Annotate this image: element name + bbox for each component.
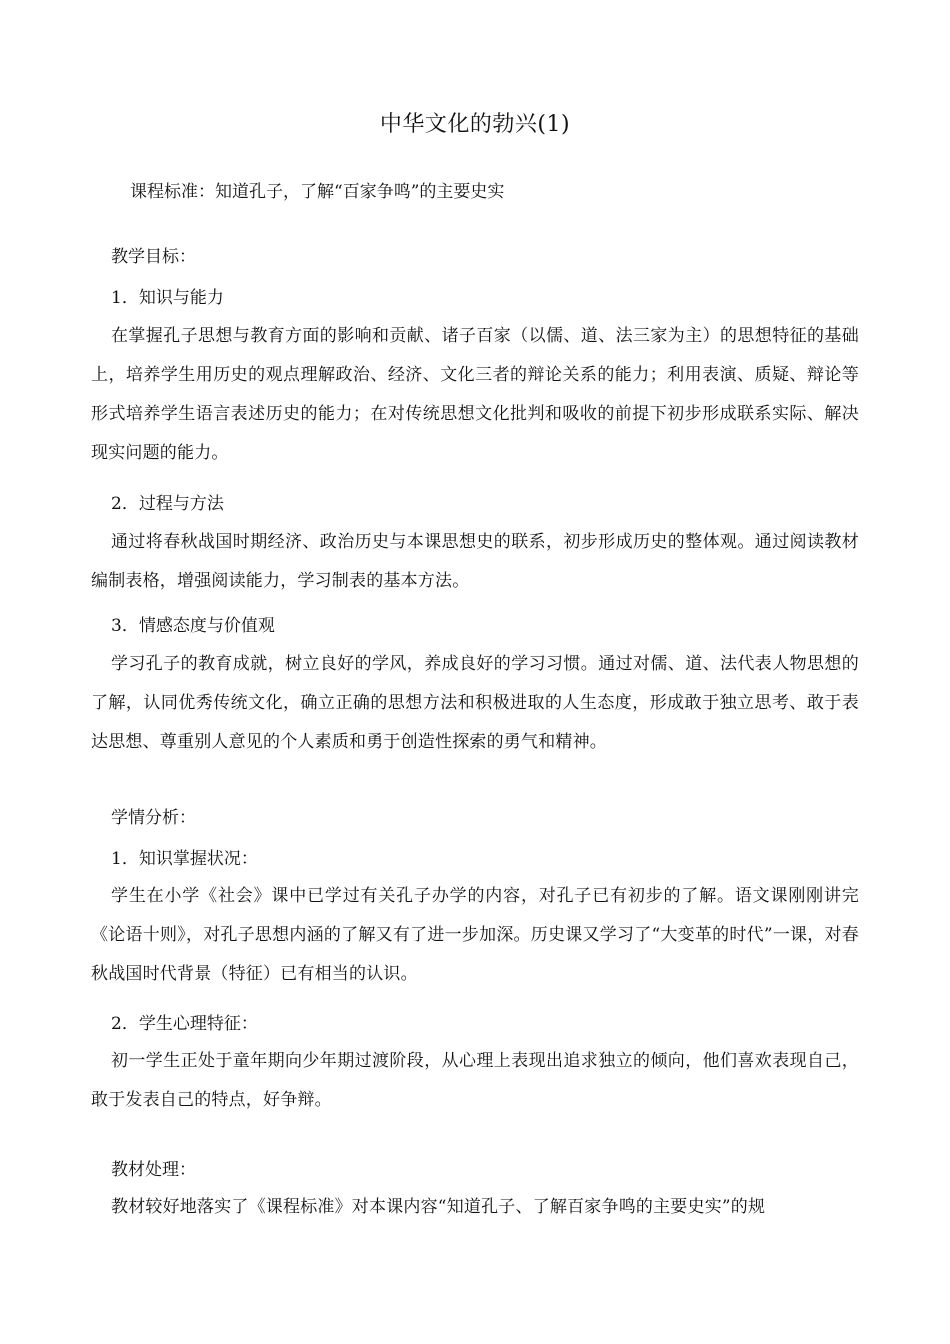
- teaching-goals-heading: 教学目标：: [111, 247, 196, 267]
- goal-label-process: 2．过程与方法: [111, 494, 224, 514]
- document-title: 中华文化的勃兴(1): [379, 112, 571, 137]
- curriculum-standard: 课程标准：知道孔子，了解“百家争鸣”的主要史实: [130, 182, 505, 202]
- goal-text-knowledge: 在掌握孔子思想与教育方面的影响和贡献、诸子百家（以儒、道、法三家为主）的思想特征的基础上，培养学生用历史的观点理解政治、经济、文化三者的辩论关系的能力；利用表演、质疑、辩论等形式培养学生语言表述历史的能力；在对传统思想文化批判和吸收的前提下初步形成联系实际、解决现实问题的能力。: [91, 326, 859, 463]
- goal-label-knowledge: 1．知识与能力: [111, 288, 224, 308]
- analysis-label-psychology: 2．学生心理特征：: [111, 1014, 258, 1034]
- textbook-processing-text: 教材较好地落实了《课程标准》对本课内容“知道孔子、了解百家争鸣的主要史实”的规: [111, 1197, 766, 1217]
- goal-text-attitude: 学习孔子的教育成就，树立良好的学风，养成良好的学习习惯。通过对儒、道、法代表人物思想的了解，认同优秀传统文化，确立正确的思想方法和积极进取的人生态度，形成敢于独立思考、敢于表达思想、尊重别人意见的个人素质和勇于创造性探索的勇气和精神。: [91, 654, 859, 752]
- goal-label-attitude: 3．情感态度与价值观: [111, 616, 275, 636]
- goal-text-process: 通过将春秋战国时期经济、政治历史与本课思想史的联系，初步形成历史的整体观。通过阅读教材编制表格，增强阅读能力，学习制表的基本方法。: [91, 532, 859, 591]
- analysis-text-knowledge: 学生在小学《社会》课中已学过有关孔子办学的内容，对孔子已有初步的了解。语文课刚刚讲完《论语十则》，对孔子思想内涵的了解又有了进一步加深。历史课又学习了“大变革的时代”一课，对春秋战国时代背景（特征）已有相当的认识。: [91, 886, 859, 984]
- textbook-processing-heading: 教材处理：: [111, 1160, 196, 1180]
- student-analysis-heading: 学情分析：: [111, 808, 196, 828]
- analysis-text-psychology: 初一学生正处于童年期向少年期过渡阶段，从心理上表现出追求独立的倾向，他们喜欢表现自己，敢于发表自己的特点，好争辩。: [91, 1051, 859, 1110]
- analysis-label-knowledge: 1．知识掌握状况：: [111, 849, 258, 869]
